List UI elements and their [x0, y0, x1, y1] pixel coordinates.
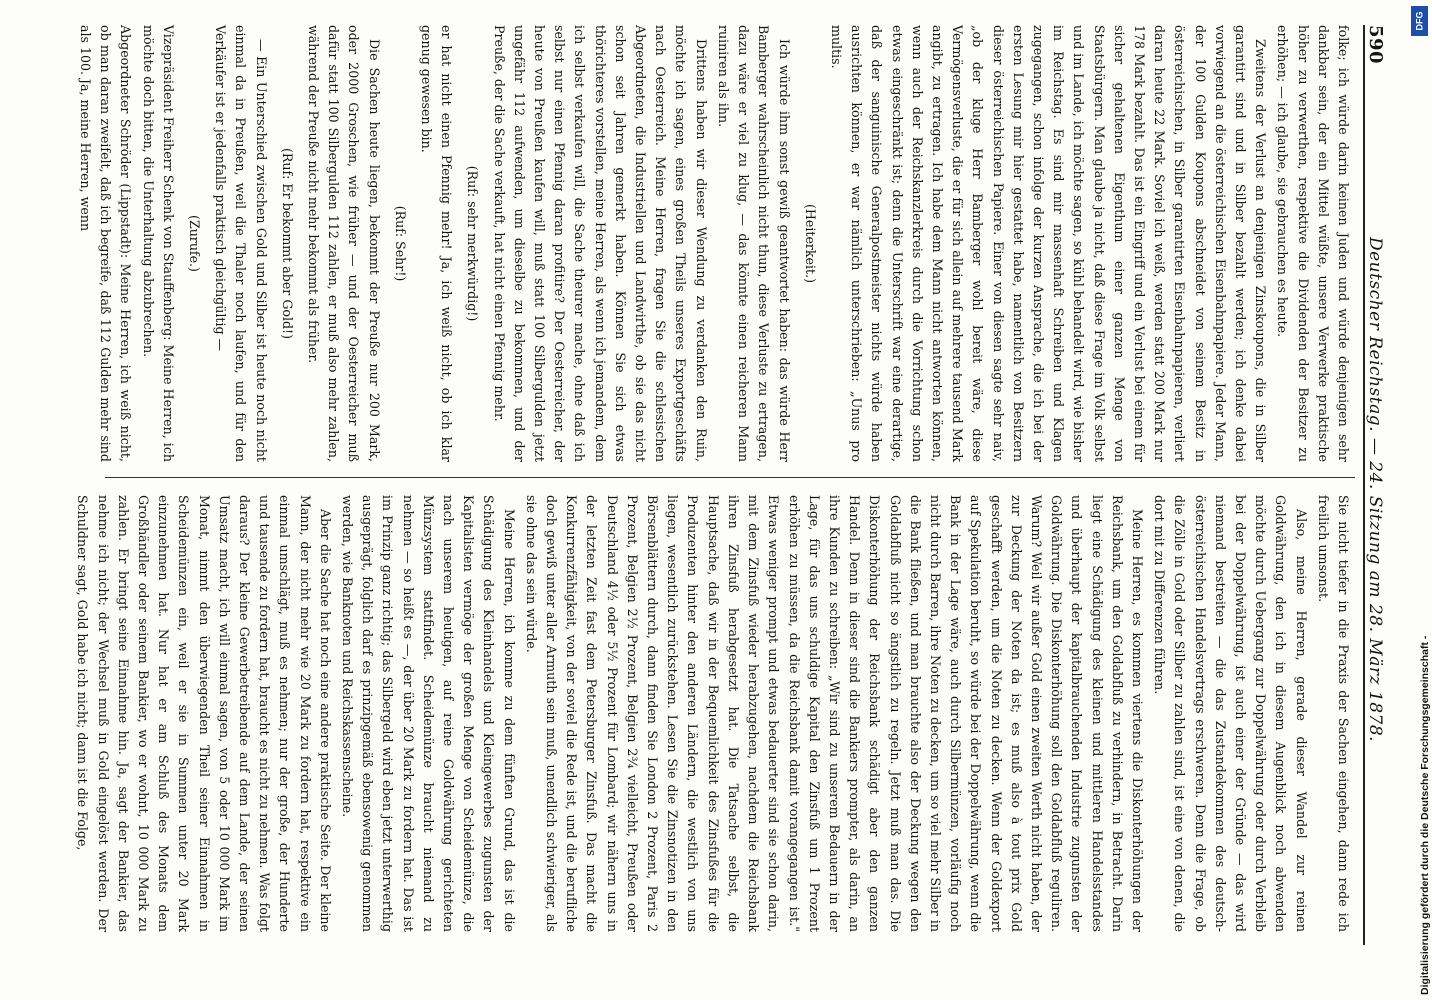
- interjection: (Ruf: Er bekommt aber Gold!): [279, 147, 295, 340]
- paragraph: — Ein Unterschied zwischen Gold und Silber ist heute noch nicht einmal da in Preußen, weil die Thaler noch laufen, und für den Verkäufer ist er jedenfalls praktisch gleichgültig —: [213, 25, 269, 462]
- paragraph: Vizepräsident Freiherr Schenk von Stauffenberg: Meine Herren, ich möchte doch bitten, die Unterhaltung abzubrechen.: [140, 25, 176, 462]
- interjection: (Zurufe.): [187, 215, 203, 272]
- dfg-logo: DFG: [1411, 6, 1428, 36]
- paragraph: folke; ich würde darin keinen Juden und würde denjenigen sehr dankbar sein, der ein Mittel wüßte, unsere Verwerke praktische höher zu verwerthen, respektive die Dividenden der Besitzer zu erhöhen; — ich glaube, sie gebrauchen es heute.: [1275, 25, 1351, 462]
- left-column: [78, 25, 1353, 462]
- paragraph: Meine Herren, ich komme zu dem fünften Grund, das ist die Schädigung des Kleinhandels und Kleingewerbes zugunsten der Kapitalisten vermöge der großen Menge von Scheidemünze, die nach unserem heutigen, auf reine Goldwährung gerichteten Münzsystem stattfindet. Scheidemünze braucht niemand zu nehmen — so heißt es —, der über 20 Mark zu fordern hat. Das ist im Prinzip ganz richtig; das Silbergeld wird eben jetzt unterwerthig ausgeprägt, folglich darf es prinzipgemäß ebensowenig genommen werden, wie Banknoten und Reichskassenscheine.: [340, 495, 517, 932]
- paragraph: Meine Herren, es kommen viertens die Diskonterhöhungen der Reichsbank, um den Goldabfluß zu verhindern, in Betracht. Darin liegt eine Schädigung des kleinen und mittleren Handelsstandes und überhaupt der kapitalbrauchenden Industrie zugunsten der Goldwährung. Die Diskonterhöhung soll den Goldabfluß reguliren. Warum? Weil wir außer Gold einen zweiten Werth nicht haben, der zur Deckung der Noten da ist; es muß also à tout prix Gold geschafft werden, um die Noten zu decken. Wenn der Goldexport auf Spekulation beruht, so würde bei der Doppelwährung, wenn die Bank in der Lage wäre, auch durch Silbermünzen, vorläufig noch nicht durch Barren, ihre Noten zu decken, um so viel mehr Silber in die Bank fließen, und man brauchte also der Deckung wegen den Goldabfluß nicht so ängstlich zu regeln. Jetzt muß man das. Die Diskonterhöhung der Reichsbank schädigt aber den ganzen Handel. Denn in dieser sind die Bankiers prompter, als darin, an ihre Kunden zu schreiben: „Wir sind zu unserem Bedauern in der Lage, für das uns schuldige Kapital den Zinsfuß um 1 Prozent erhöhen zu müssen, da die Reichsbank damit vorangegangen ist." Etwas weniger prompt und etwas bedauerter sind sie schon darin, mit dem Zinsfuß wieder herabzugehen, nachdem die Reichsbank ihren Zinsfuß herabgesetzt hat. Die Tatsache selbst, die Hauptsache, daß wir in der Bequemlichkeit des Zinsfußes für die Produzenten hinter den anderen Ländern, die westlich von uns liegen, wesentlich zurückstehen. Lesen Sie die Zinsnotizen in den Börsenblättern durch, dann finden Sie London 2 Prozent, Paris 2 Prozent, Belgien 2½ Prozent, Belgien 2¾ vielleicht, Preußen oder Deutschland 4½ oder 5½ Prozent für Lombard; wir nähern uns in der letzten Zeit fast dem Petersburger Zinsfuß. Das macht die Konkurrenzfähigkeit, von der soviel die Rede ist, und die berufliche doch gewiß unter aller Armuth sein muß, unendlich schwieriger, als sie ohne das sein würde.: [523, 495, 1145, 932]
- interjection: (Ruf: sehr merkwürdig!): [465, 165, 481, 322]
- page-title: Deutscher Reichstag. — 24. Sitzung am 28. März 1878.: [1365, 236, 1385, 743]
- paragraph: Aber die Sache hat noch eine andere praktische Seite. Der kleine Mann, der nicht mehr wie 20 Mark zu fordern hat, respektive ein einmal umschlägt, muß es nehmen; nur der große, der Hunderte und tausende zu fordern hat, braucht es nicht zu nehmen. Was folgt daraus? Der kleine Gewerbetreibende auf dem Lande, der seinen Umsatz macht, ich will einmal sagen, von 5 oder 10 000 Mark im Monat, nimmt den überwiegenden Theil seiner Einnahmen in Scheidemünzen ein, weil er sie in Summen unter 20 Mark einzunehmen hat. Nur hat er am Schluß des Monats dem Großhändler oder seinem Bankier, wo er wohnt, 10 000 Mark zu zahlen. Er bringt seine Einnahme hin. Ja, sagt der Bankier, das nehme ich nicht; der Wechsel muß in Gold eingelöst werden. Der Schuldner sagt, Gold habe ich nicht; dann ist die Folge,: [75, 495, 333, 932]
- right-column: [75, 495, 1353, 932]
- column-divider: [105, 477, 1355, 478]
- digitization-credit: Digitalisierung gefördert durch die Deutsche Forschungsgemeinschaft -: [1419, 635, 1431, 995]
- rotated-page-content: [75, 25, 1405, 945]
- paragraph: Also, meine Herren, gerade dieser Wandel zur reinen Goldwährung, den ich in diesem Augenblick noch abwenden möchte durch Uebergang zur Doppelwährung oder durch Verbleib bei der Doppelwährung, ist auch einer der Gründe — das wird niemand bestreiten — die das Zustandekommen des deutsch-österreichischen Handelsvertrags erschweren. Denn die Frage, ob die Zölle in Gold oder Silber zu zahlen sind, ist eine von denen, die dort mit zu Differenzen führen.: [1152, 495, 1309, 932]
- paragraph: Drittens haben wir dieser Wendung zu verdanken den Ruin, möchte ich sagen, eines großen Theils unseres Exportgeschäfts nach Oesterreich. Meine Herren, fragen Sie die schlesischen Abgeordneten, die Industriellen und Landwirthe, ob sie das nicht schon seit Jahren gemerkt haben. Können Sie sich etwas thörichteres vorstellen, meine Herren, als wenn ich jemandem, dem ich selbst verkaufen will, die Sache theurer mache, ohne daß ich selbst nur einen Pfennig daran profitire? Der Oesterreicher, der heute von Preußen kaufen will, muß statt 100 Silbergulden jetzt ungefähr 112 aufwenden, um dieselbe zu bekommen, und der Preuße, der die Sache verkauft, hat nicht einen Pfennig mehr.: [491, 25, 709, 462]
- paragraph: Die Sachen heute liegen, bekommt der Preuße nur 200 Mark, oder 2000 Groschen, wie früher — und der Oesterreicher muß dafür statt 100 Silbergulden 112 zahlen, er muß also mehr zahlen, während der Preuße nicht mehr bekommt als früher.: [306, 25, 382, 462]
- paragraph: Zweitens der Verlust an denjenigen Zinskoupons, die in Silber garantirt sind und in Silber bezahlt werden; ich denke dabei vorwiegend an die österreichischen Eisenbahnpapiere. Jeder Mann, der 100 Gulden Koupons abschneidet von seinem Besitz in österreichischen, in Silber garantirten Eisenbahnpapieren, verliert daran heute 22 Mark. Soviel ich weiß, werden statt 200 Mark nur 178 Mark bezahlt. Das ist ein Eingriff und ein Verlust bei einem für sicher gehaltenen Eigenthum einer ganzen Menge von Staatsbürgern. Man glaube ja nicht, daß diese Frage im Volk selbst und im Lande, ich möchte sagen, so kühl behandelt wird, wie bisher im Reichstag. Es sind mir massenhaft Schreiben und Klagen zugegangen, schon infolge der kurzen Ansprache, die ich bei der ersten Lesung mir hier gestattet habe, namentlich von Besitzern dieser österreichischen Papiere. Einer von diesen sagte sehr naiv, „ob der kluge Herr Bamberger wohl bereit wäre, diese Vermögensverluste, die er für sich allein auf mehrere tausend Mark angibt, zu ertragen. Ich habe dem Mann nicht antworten können, wenn auch der Reichskanzlerkreis durch die Vorrichtung schon etwas eingeschränkt ist; denn die Unterschrift war eine derartige, daß der sanguinische Generalpostmeister nichts würde haben ausrichten können, er war nämlich unterschrieben: „Unus pro multis.: [828, 25, 1269, 462]
- interjection: (Heiterkeit.): [802, 204, 818, 283]
- paragraph: Ich würde ihm sonst gewiß geantwortet haben: das würde Herr Bamberger wahrscheinlich nicht thun, diese Verluste zu ertragen, dazu wäre er viel zu klug, — das könnte einen reicheren Mann ruiniren als ihn.: [715, 25, 792, 462]
- paragraph: Sie nicht tiefer in die Praxis der Sachen eingehen, dann rede ich freilich umsonst.: [1315, 495, 1351, 932]
- page-header: [1363, 25, 1405, 945]
- paragraph: er hat nicht einen Pfennig mehr! Ja, ich weiß nicht, ob ich klar genug gewesen bin.: [419, 25, 455, 462]
- interjection: (Ruf: Sehr!): [392, 205, 408, 282]
- page-number: 590: [1365, 25, 1386, 65]
- paragraph: Abgeordneter Schröder (Lippstadt): Meine Herren, ich weiß nicht, ob man daran zweifelt, daß ich begreife, daß 112 Gulden mehr sind als 100. Ja, meine Herren, wenn: [78, 25, 134, 462]
